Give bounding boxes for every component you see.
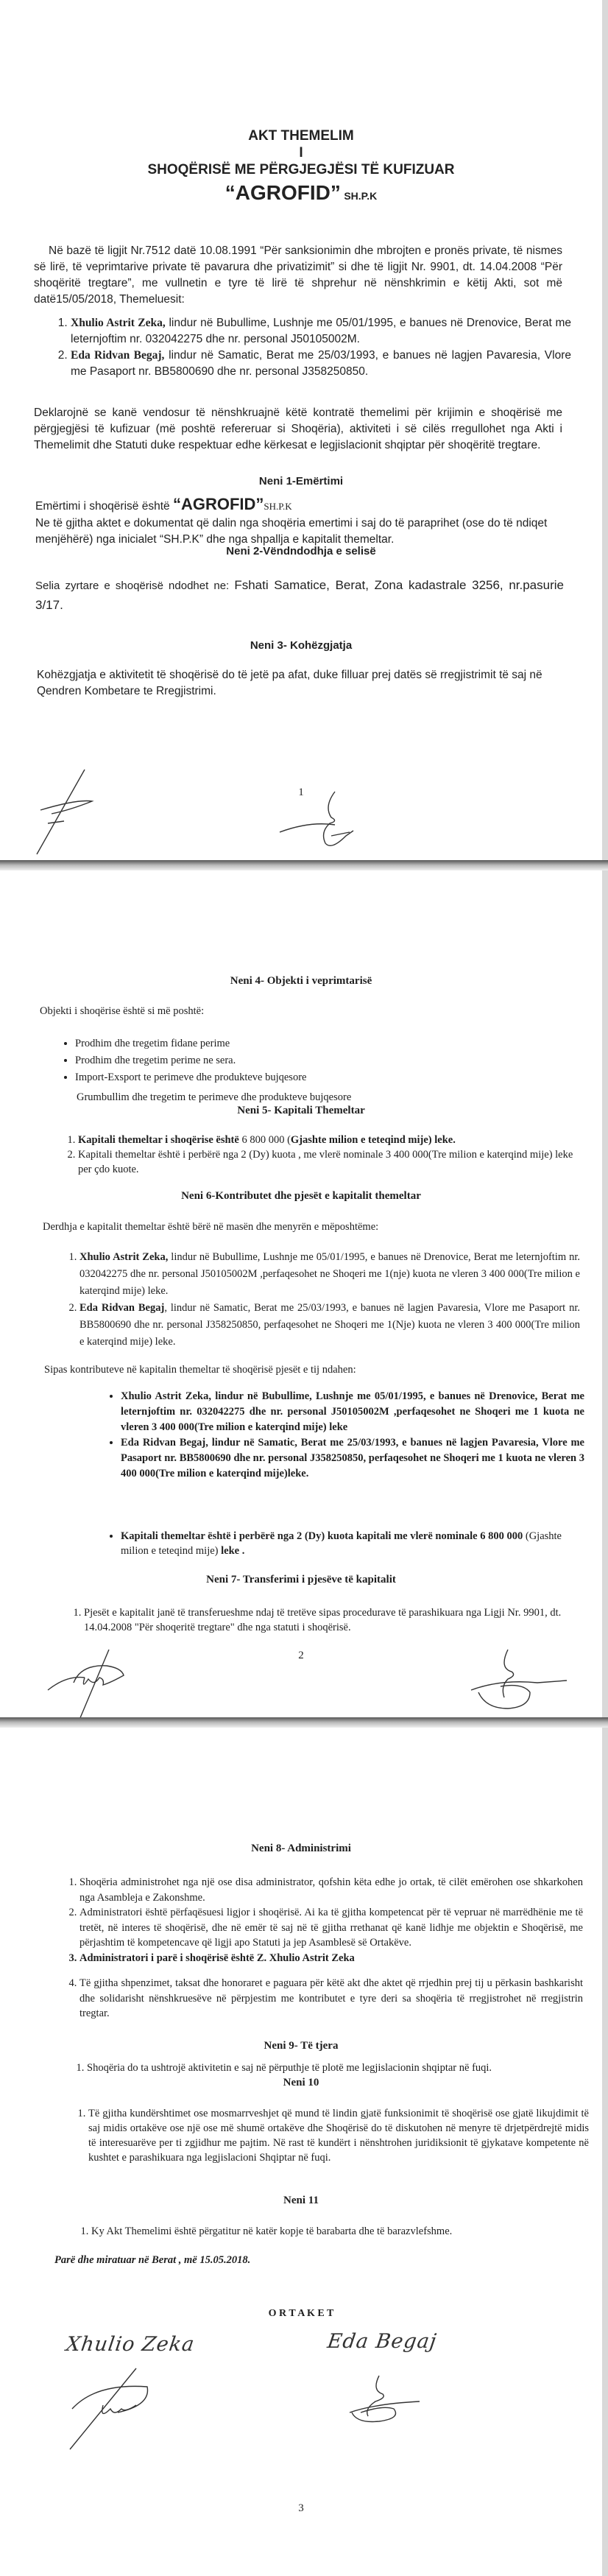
neni-8-item: 2. Administratori është përfaqësuesi ligjor i shoqërisë. Ai ka të gjitha kompetencat për të vepruar në marrëdhënie me të tretët, në interes të shoqërisë, dhe në emër të saj në të gjitha rrethanat që kanë lidhje me objektin e Shoqërisë, me përjashtim të kompetencave që ligji apo Statuti ja jep Asamblesë së Ortakëve. [79,1905,583,1951]
share-total-words: (Gjashte milion e teteqind mije) [121,1530,562,1557]
founder-name: Xhulio Astrit Zeka, [71,317,166,329]
neni-11-list [72,2224,592,2239]
neni-5-title: Neni 5- Kapitali Themeltar [237,1105,365,1116]
founder-details: lindur në Samatic, Berat me 25/03/1993, e banues në lagjen Pavaresia, Vlore me Pasaport nr. BB5800690 dhe nr. personal J358250850. [71,349,571,378]
signature-zeka [44,1650,125,1720]
activity-extra: Grumbullim dhe tregetim te perimeve dhe produkteve bujqesore [77,1091,352,1103]
neni-1-text: Ne të gjitha aktet e dokumentat që dalin nga shoqëria emertimi i saj do të paraprihet (ose do të ndiqet menjëhërë) nga inicialet “SH.P.K” dhe nga shpallja e kapitalit themeltar. [35,517,548,546]
neni-4-intro: Objekti i shoqërise është si më poshtë: [40,1005,205,1017]
capital-item: 2. Kapitali themeltar është i perbërë nga 2 (Dy) kuota , me vlerë nominale 3 400 000(Tre milion e katerqind mije) leke per çdo kuote. [78,1147,579,1177]
activities-list [56,1035,517,1086]
neni-8-list [60,1875,583,2021]
neni-3-title: Neni 3- Kohëzgjatja [250,639,353,652]
neni-8-item: 1. Shoqëria administrohet nga një ose disa administrator, qofshin këta edhe jo ortak, të cilët emërohen ose shkarkohen nga Asambleja e Zakonshme. [79,1875,583,1905]
contributor-name: Eda Ridvan Begaj [79,1302,165,1314]
page-number: 1 [298,786,304,798]
founder-details: lindur në Bubullime, Lushnje me 05/01/1995, e banues në Drenovice, Berat me leternjoftim nr. 032042275 dhe nr. personal J50105002M. [71,317,572,345]
neni-7-item: 1. Pjesët e kapitalit janë të transferueshme ndaj të tretëve sipas procedurave të parashikuara nga Ligji Nr. 9901, dt. 14.04.2008 "Për shoqeritë tregtare" dhe nga statuti i shoqërisë. [84,1605,584,1635]
activity-item: • Prodhim dhe tregetim fidane perime [75,1035,517,1052]
founder-item [71,348,571,380]
document-title-i: I [299,145,303,161]
neni-6-title: Neni 6-Kontributet dhe pjesët e kapitalit themeltar [181,1190,421,1202]
neni-1-company: “AGROFID” [172,495,264,513]
neni-9-list [68,2061,587,2075]
neni-7-title: Neni 7- Transferimi i pjesëve të kapitalit [206,1574,396,1586]
signature-begaj [280,788,361,854]
capital-label: Kapitali themeltar i shoqërise është [78,1134,239,1146]
capital-amount: 6 800 000 ( [238,1134,291,1146]
contribution-item [79,1300,580,1351]
neni-8-item: 3. Administratori i parë i shoqërisë është Z. Xhulio Astrit Zeka [79,1951,583,1966]
signature-zeka [33,766,99,847]
contribution-details: lindur në Bubullime, Lushnje me 05/01/1995, e banues në Drenovice, Berat me leternjoftim nr. 032042275 dhe nr. personal J50105002M ,perfaqesohet ne Shoqeri me 1(nje) kuota ne vleren 3 400 000(Tre milion e katerqind mije) leke. [79,1251,580,1297]
neni-3-text: Kohëzgjatja e aktivitetit të shoqërisë do të jetë pa afat, duke filluar prej datës së rregjistrimit të saj në Qendren Kombetare te Rregjistrimi. [37,669,542,697]
page-2 [0,870,602,1717]
page-number: 3 [298,2502,304,2514]
intro-paragraph: Në bazë të ligjit Nr.7512 datë 10.08.1991 “Për sanksionimin dhe mbrojten e pronës private, të nismes së lirë, të veprimtarive private të pavarura dhe privatizimit” si dhe të ligjit Nr. 9901, dt. 14.04.2008 “Për shoqëritë tregtare”, me vullnetin e tyre të lirë të shprehur në nënshkrimin e këtij Akti, sot më datë15/05/2018, Themeluesit: [34,244,562,306]
page-number: 2 [298,1650,304,1661]
neni-10-title: Neni 10 [283,2077,319,2088]
share-total-bold: Kapitali themeltar është i perbërë nga 2 (Dy) kuota kapitali me vlerë nominale 6 800 000 [121,1530,523,1542]
page-edge [0,860,608,870]
contribution-item [79,1249,580,1300]
company-suffix: SH.P.K [344,190,378,202]
shares-intro: Sipas kontributeve në kapitalin themeltar të shoqërisë pjesët e tij ndahen: [44,1364,356,1376]
handwritten-name-zeka: Xhulio Zeka [64,2333,197,2356]
handwritten-name-begaj: Eda Begaj [325,2330,439,2353]
founders-list [52,315,571,380]
neni-2-text [35,576,564,615]
activity-item: • Prodhim dhe tregetim perime ne sera. [75,1052,517,1069]
neni-1-name-line [35,496,292,515]
approval-line: Parë dhe miratuar në Berat , më 15.05.2018. [54,2254,251,2266]
founder-item [71,315,571,348]
page-1 [0,0,602,860]
contributions-list [60,1249,580,1351]
neni-2-title: Neni 2-Vëndndodhja e selisë [226,545,376,557]
company-name: “AGROFID” [225,181,341,204]
document-subtitle: SHOQËRISË ME PËRGJEGJËSI TË KUFIZUAR [147,162,455,177]
neni-2-prefix: Selia zyrtare e shoqërisë ndodhet ne: [35,580,235,592]
shares-total [102,1529,584,1558]
signature-begaj [471,1650,567,1712]
capital-list [59,1133,579,1177]
neni-8-item: 4. Të gjitha shpenzimet, taksat dhe honoraret e paguara për këtë akt dhe aktet që rrjedhin prej tij u përkasin bashkarisht dhe solidarisht nënshkruesëve në përpjestim me kontributet e tyre deri sa shoqëria të rregjistrohet në rregjistrin tregtar. [79,1976,583,2021]
neni-11-item: 1. Ky Akt Themelimi është përgatitur në katër kopje të barabarta dhe të barazvlefshme. [91,2224,592,2239]
signature-begaj [346,2376,427,2424]
neni-9-item: 1. Shoqëria do ta ushtrojë aktivitetin e saj në përputhje të plotë me legjislacionin shqiptar në fuqi. [87,2061,587,2075]
neni-9-title: Neni 9- Të tjera [264,2040,339,2052]
neni-4-title: Neni 4- Objekti i veprimtarisë [230,975,372,987]
capital-item [78,1133,579,1147]
neni-11-title: Neni 11 [283,2195,319,2206]
neni-1-suffix: SH.P.K [264,501,292,512]
page-3 [0,1728,602,2576]
neni-8-title: Neni 8- Administrimi [251,1843,351,1854]
neni-1-prefix: Emërtimi i shoqërisë është [35,500,173,513]
shares-list [102,1389,584,1482]
founder-name: Eda Ridvan Begaj, [71,349,165,362]
neni-10-item: 1. Të gjitha kundërshtimet ose mosmarrveshjet që mund të lindin gjatë funksionimit të shoqërisë ose gjatë likujdimit të saj midis ortakëve ose një ose më shumë ortakëve dhe Shoqërisë do të diskutohen në menyre të drjetpërdrejtë midis të interesuarëve per ti zgjidhur me pajtim. Në rast të kundërt i nënshtrohen juridiksionit të gjykatave kompetente në kushtet e parashikuara nga legjislacioni Shqiptar në fuqi. [88,2106,589,2165]
page-edge [0,1717,608,1728]
neni-7-list [65,1605,584,1635]
capital-words: Gjashte milion e teteqind mije) leke. [290,1134,456,1146]
neni-1-title: Neni 1-Emërtimi [258,475,344,488]
neni-10-list [69,2106,589,2165]
contributor-name: Xhulio Astrit Zeka, [79,1251,169,1263]
neni-6-intro: Derdhja e kapitalit themeltar është bërë në masën dhe menyrën e mëposhtëme: [43,1221,379,1233]
partners-title: O R T A K E T [268,2308,334,2319]
share-item: • Eda Ridvan Begaj, lindur në Samatic, Berat me 25/03/1993, e banues në lagjen Pavaresia, Vlore me Pasaport nr. BB5800690 dhe nr. personal J358250850, perfaqesohet ne Shoqeri me 1 kuota ne vleren 3 400 000(Tre milion e katerqind mije)leke. [121,1435,584,1482]
signature-zeka [66,2368,162,2449]
declaration-paragraph: Deklarojnë se kanë vendosur të nënshkruajnë këtë kontratë themelimi për krijimin e shoqërisë me përgjegjësi të kufizuar (më poshtë refereruar si Shoqëria), aktiviteti i së cilës rregullohet nga Akti i Themelimit dhe Statuti duke respektuar edhe kërkesat e legjislacionit shqiptar për shoqëritë tregtare. [34,407,562,451]
share-total-end: leke . [221,1545,245,1557]
share-item: • Xhulio Astrit Zeka, lindur në Bubullime, Lushnje me 05/01/1995, e banues në Drenovice, Berat me leternjoftim nr. 032042275 dhe nr. personal J50105002M ,perfaqesohet ne Shoqeri me 1 kuota ne vleren 3 400 000(Tre milion e katerqind mije) leke [121,1389,584,1435]
document-title: AKT THEMELIM [248,128,354,144]
seat-address: Fshati Samatice, Berat, Zona kadastrale 3256, nr.pasurie 3/17. [35,578,564,612]
contribution-details: , lindur në Samatic, Berat me 25/03/1993, e banues në lagjen Pavaresia, Vlore me Pasaport nr. BB5800690 dhe nr. personal J358250850, perfaqesohet ne Shoqeri me 1(Nje) kuota ne vleren 3 400 000(Tre milion e katerqind mije) leke. [79,1302,580,1348]
activity-item: • Import-Exsport te perimeve dhe produkteve bujqesore [75,1069,517,1086]
company-heading [0,181,602,205]
share-total-item [121,1529,584,1558]
